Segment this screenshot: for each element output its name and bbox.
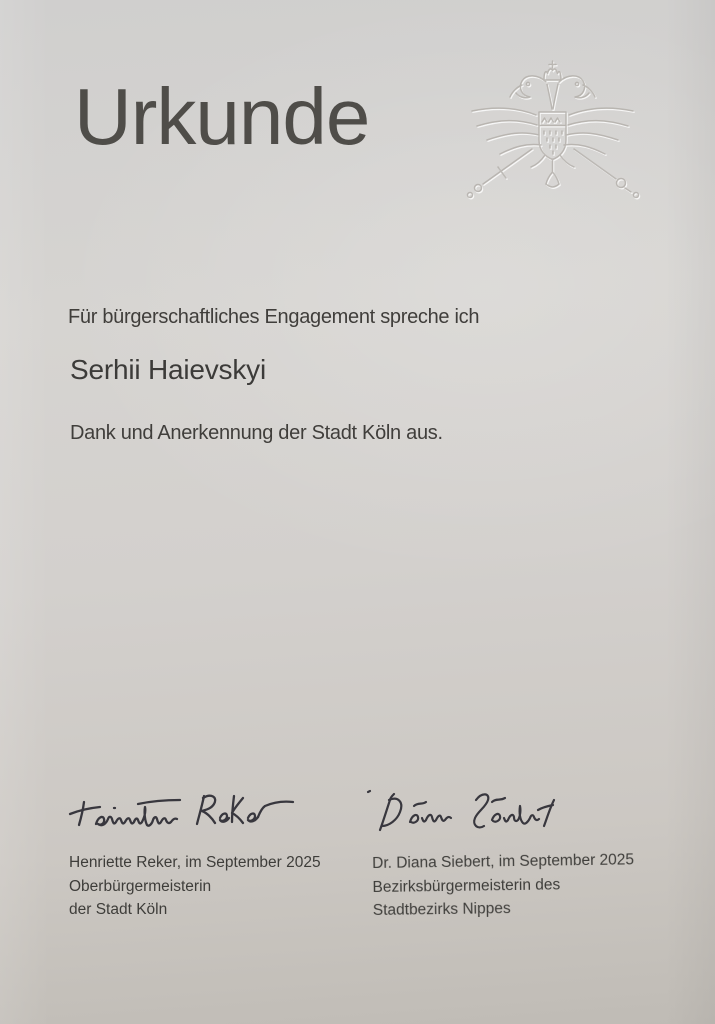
signatory-left-name-date: Henriette Reker, im September 2025 [69, 854, 321, 871]
page-title: Urkunde [74, 72, 370, 161]
signatory-left-title-1: Oberbürgermeisterin [69, 877, 212, 895]
signature-diana-siebert [358, 776, 563, 854]
signatory-left-title-2: der Stadt Köln [69, 901, 168, 918]
intro-line: Für bürgerschaftliches Engagement spreche ich [68, 306, 480, 328]
signatory-right-name-date: Dr. Diana Siebert, im September 2025 [372, 851, 635, 872]
signatory-block-right [372, 848, 635, 922]
closing-line: Dank und Anerkennung der Stadt Köln aus. [70, 422, 443, 444]
cologne-crest-icon [460, 52, 656, 200]
recipient-name: Serhii Haievskyi [70, 354, 266, 385]
signatory-block-left [69, 851, 321, 922]
signatory-right-title-2: Stadtbezirks Nippes [372, 900, 511, 919]
signature-henriette-reker [62, 782, 307, 852]
signatory-right-title-1: Bezirksbürgermeisterin des [372, 875, 561, 896]
